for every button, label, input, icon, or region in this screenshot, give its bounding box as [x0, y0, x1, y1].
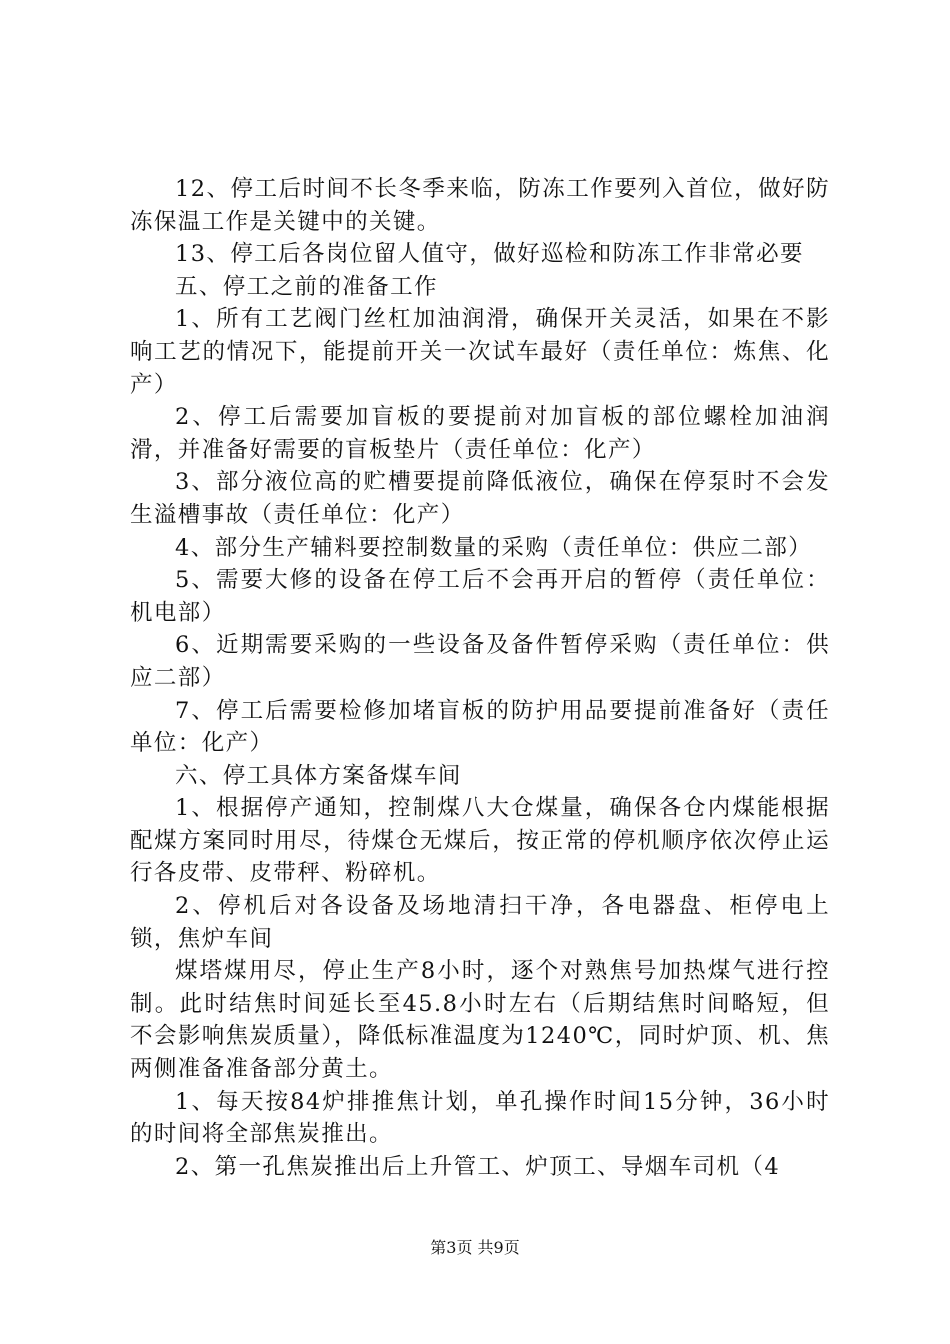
- section-heading-5: 五、停工之前的准备工作: [175, 273, 438, 300]
- document-body: [130, 173, 830, 1183]
- coal-step-1: 1、根据停产通知，控制煤八大仓煤量，确保各仓内煤能根据配煤方案同时用尽，待煤仓无煤后，按正常的停机顺序依次停止运行各皮带、皮带秤、粉碎机。: [130, 795, 830, 887]
- prep-item-1: 1、所有工艺阀门丝杠加油润滑，确保开关灵活，如果在不影响工艺的情况下，能提前开关一次试车最好（责任单位：炼焦、化产）: [130, 306, 830, 398]
- paragraph-13: 13、停工后各岗位留人值守，做好巡检和防冻工作非常必要: [175, 241, 804, 268]
- page-number-footer: 第3页 共9页: [430, 1238, 520, 1257]
- prep-item-4: 4、部分生产辅料要控制数量的采购（责任单位：供应二部）: [175, 534, 813, 561]
- prep-item-6: 6、近期需要采购的一些设备及备件暂停采购（责任单位：供应二部）: [130, 632, 830, 691]
- paragraph-12: 12、停工后时间不长冬季来临，防冻工作要列入首位，做好防冻保温工作是关键中的关键。: [130, 176, 830, 235]
- coke-oven-paragraph: 煤塔煤用尽，停止生产8小时，逐个对熟焦号加热煤气进行控制。此时结焦时间延长至45.8小时左右（后期结焦时间略短，但不会影响焦炭质量），降低标准温度为1240℃，同时炉顶、机、焦两侧准备准备部分黄土。: [130, 958, 830, 1083]
- coke-step-2: 2、第一孔焦炭推出后上升管工、炉顶工、导烟车司机（4: [175, 1153, 781, 1180]
- prep-item-3: 3、部分液位高的贮槽要提前降低液位，确保在停泵时不会发生溢槽事故（责任单位：化产）: [130, 469, 830, 528]
- section-heading-6: 六、停工具体方案备煤车间: [175, 762, 462, 789]
- prep-item-5: 5、需要大修的设备在停工后不会再开启的暂停（责任单位：机电部）: [130, 567, 830, 626]
- prep-item-7: 7、停工后需要检修加堵盲板的防护用品要提前准备好（责任单位：化产）: [130, 697, 830, 757]
- prep-item-2: 2、停工后需要加盲板的要提前对加盲板的部位螺栓加油润滑，并准备好需要的盲板垫片（责任单位：化产）: [130, 404, 830, 463]
- coal-step-2: 2、停机后对各设备及场地清扫干净，各电器盘、柜停电上锁，焦炉车间: [130, 893, 830, 952]
- coke-step-1: 1、每天按84炉排推焦计划，单孔操作时间15分钟，36小时的时间将全部焦炭推出。: [130, 1088, 830, 1148]
